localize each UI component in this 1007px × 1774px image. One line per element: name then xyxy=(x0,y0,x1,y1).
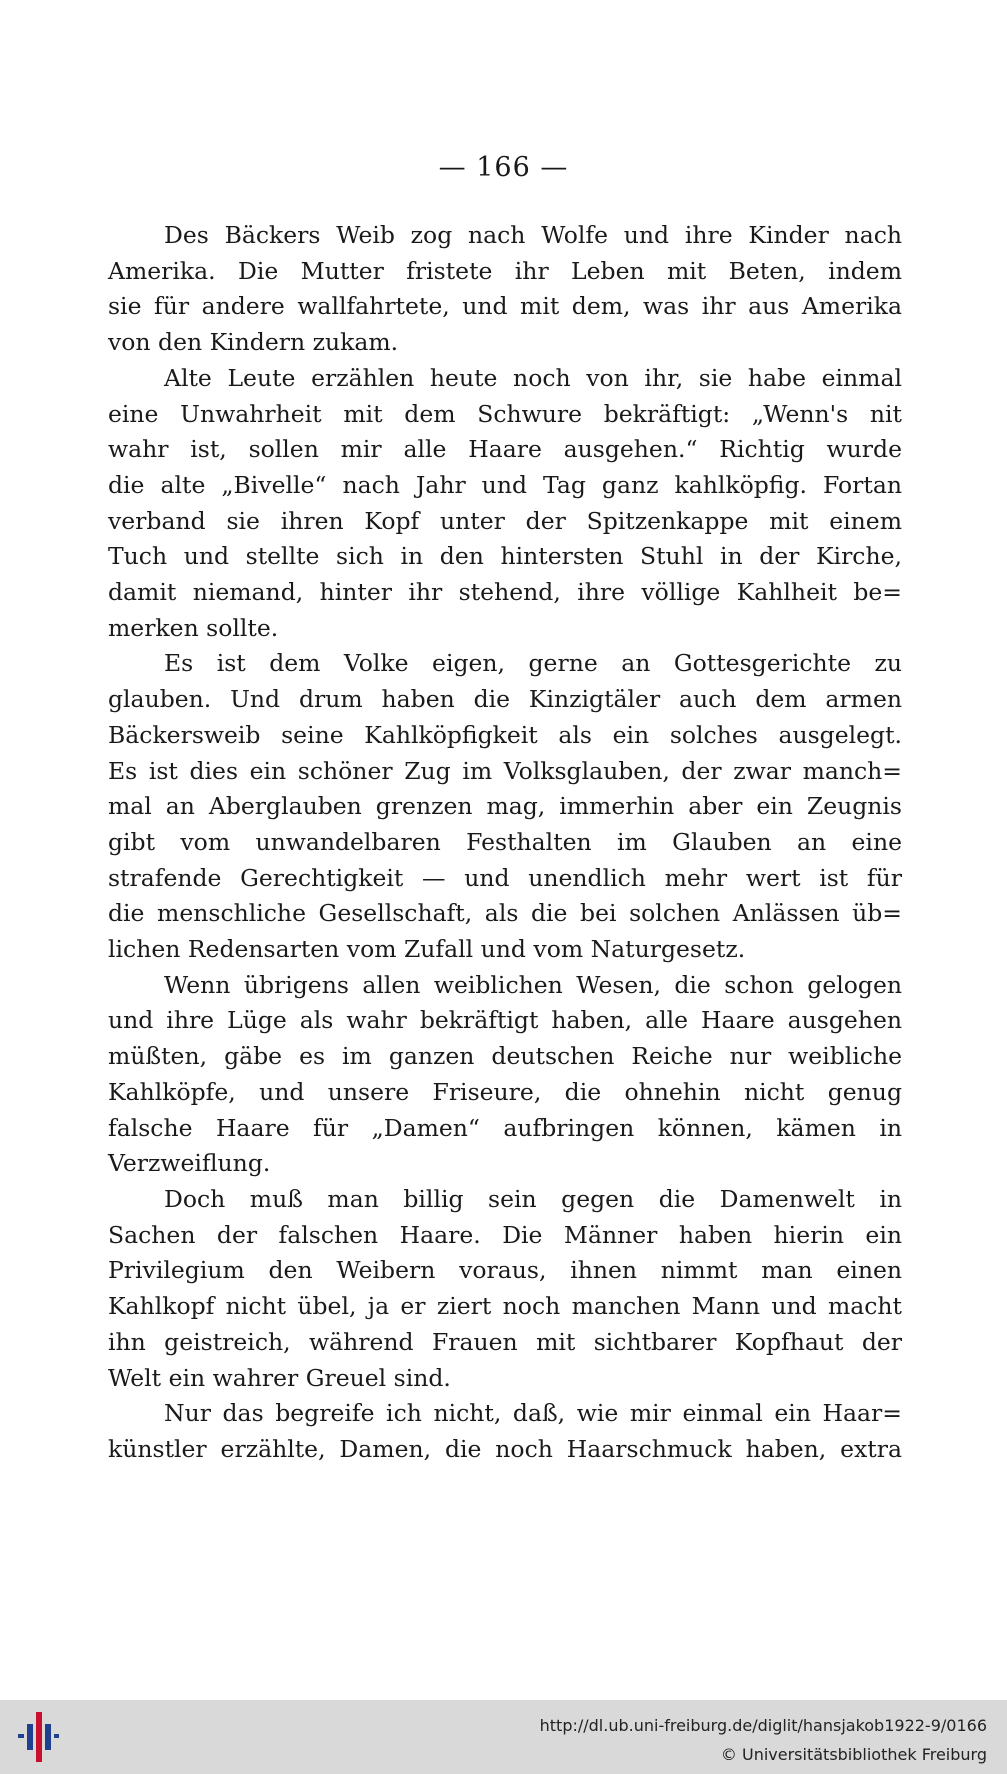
text-line: falsche Haare für „Damen“ aufbringen können, kämen in xyxy=(108,1113,902,1142)
text-line: Nur das begreife ich nicht, daß, wie mir einmal ein Haar= xyxy=(164,1399,902,1428)
text-line: die menschliche Gesellschaft, als die bei solchen Anlässen üb= xyxy=(108,899,902,928)
text-line: Bäckersweib seine Kahlköpfigkeit als ein solches ausgelegt. xyxy=(108,720,902,749)
text-line: sie für andere wallfahrtete, und mit dem, was ihr aus Amerika xyxy=(108,292,902,321)
text-line: lichen Redensarten vom Zufall und vom Naturgesetz. xyxy=(108,935,746,964)
paragraph xyxy=(108,968,902,1182)
text-line: Sachen der falschen Haare. Die Männer haben hierin ein xyxy=(108,1220,902,1249)
text-line: Es ist dies ein schöner Zug im Volksglauben, der zwar manch= xyxy=(108,756,902,785)
text-line: verband sie ihren Kopf unter der Spitzenkappe mit einem xyxy=(108,506,902,535)
text-line: Doch muß man billig sein gegen die Damenwelt in xyxy=(164,1184,902,1213)
text-line: gibt vom unwandelbaren Festhalten im Glauben an eine xyxy=(108,827,902,856)
text-line: Amerika. Die Mutter fristete ihr Leben mit Beten, indem xyxy=(108,256,902,285)
text-line: merken sollte. xyxy=(108,613,279,642)
text-line: ihn geistreich, während Frauen mit sichtbarer Kopfhaut der xyxy=(108,1327,902,1356)
text-line: Es ist dem Volke eigen, gerne an Gottesgerichte zu xyxy=(164,649,902,678)
text-line: mal an Aberglauben grenzen mag, immerhin aber ein Zeugnis xyxy=(108,792,902,821)
page-text xyxy=(108,218,902,1468)
permalink-url[interactable]: http://dl.ub.uni-freiburg.de/diglit/hansjakob1922-9/0166 xyxy=(539,1716,987,1735)
text-line: Tuch und stellte sich in den hintersten Stuhl in der Kirche, xyxy=(108,542,902,571)
text-line: Alte Leute erzählen heute noch von ihr, sie habe einmal xyxy=(164,363,902,392)
text-line: Kahlkopf nicht übel, ja er ziert noch manchen Mann und macht xyxy=(108,1292,902,1321)
text-line: eine Unwahrheit mit dem Schwure bekräftigt: „Wenn's nit xyxy=(108,399,902,428)
page-number: — 166 — xyxy=(438,152,569,183)
text-line: und ihre Lüge als wahr bekräftigt haben, alle Haare ausgehen xyxy=(108,1006,902,1035)
text-line: Des Bäckers Weib zog nach Wolfe und ihre Kinder nach xyxy=(164,221,902,249)
text-line: Privilegium den Weibern voraus, ihnen nimmt man einen xyxy=(108,1256,902,1285)
viewer-footer xyxy=(0,1700,1007,1774)
text-line: strafende Gerechtigkeit — und unendlich mehr wert ist für xyxy=(108,863,902,892)
paragraph xyxy=(108,361,902,647)
paragraph xyxy=(108,218,902,361)
ub-freiburg-logo-icon xyxy=(14,1710,60,1764)
text-line: von den Kindern zukam. xyxy=(108,328,399,357)
text-line: Wenn übrigens allen weiblichen Wesen, die schon gelogen xyxy=(164,970,902,999)
text-line: wahr ist, sollen mir alle Haare ausgehen.“ Richtig wurde xyxy=(108,435,902,464)
text-line: künstler erzählte, Damen, die noch Haarschmuck haben, extra xyxy=(108,1434,902,1463)
copyright-notice: © Universitätsbibliothek Freiburg xyxy=(720,1745,987,1764)
paragraph xyxy=(108,646,902,967)
text-line: Verzweiflung. xyxy=(108,1149,271,1178)
text-line: Welt ein wahrer Greuel sind. xyxy=(108,1363,451,1392)
paragraph xyxy=(108,1182,902,1396)
text-line: die alte „Bivelle“ nach Jahr und Tag ganz kahlköpfig. Fortan xyxy=(108,470,902,499)
text-line: müßten, gäbe es im ganzen deutschen Reiche nur weibliche xyxy=(108,1042,902,1071)
paragraph xyxy=(108,1396,902,1467)
text-line: Kahlköpfe, und unsere Friseure, die ohnehin nicht genug xyxy=(108,1077,902,1106)
text-line: damit niemand, hinter ihr stehend, ihre völlige Kahlheit be= xyxy=(108,578,902,607)
text-line: glauben. Und drum haben die Kinzigtäler auch dem armen xyxy=(108,685,902,714)
